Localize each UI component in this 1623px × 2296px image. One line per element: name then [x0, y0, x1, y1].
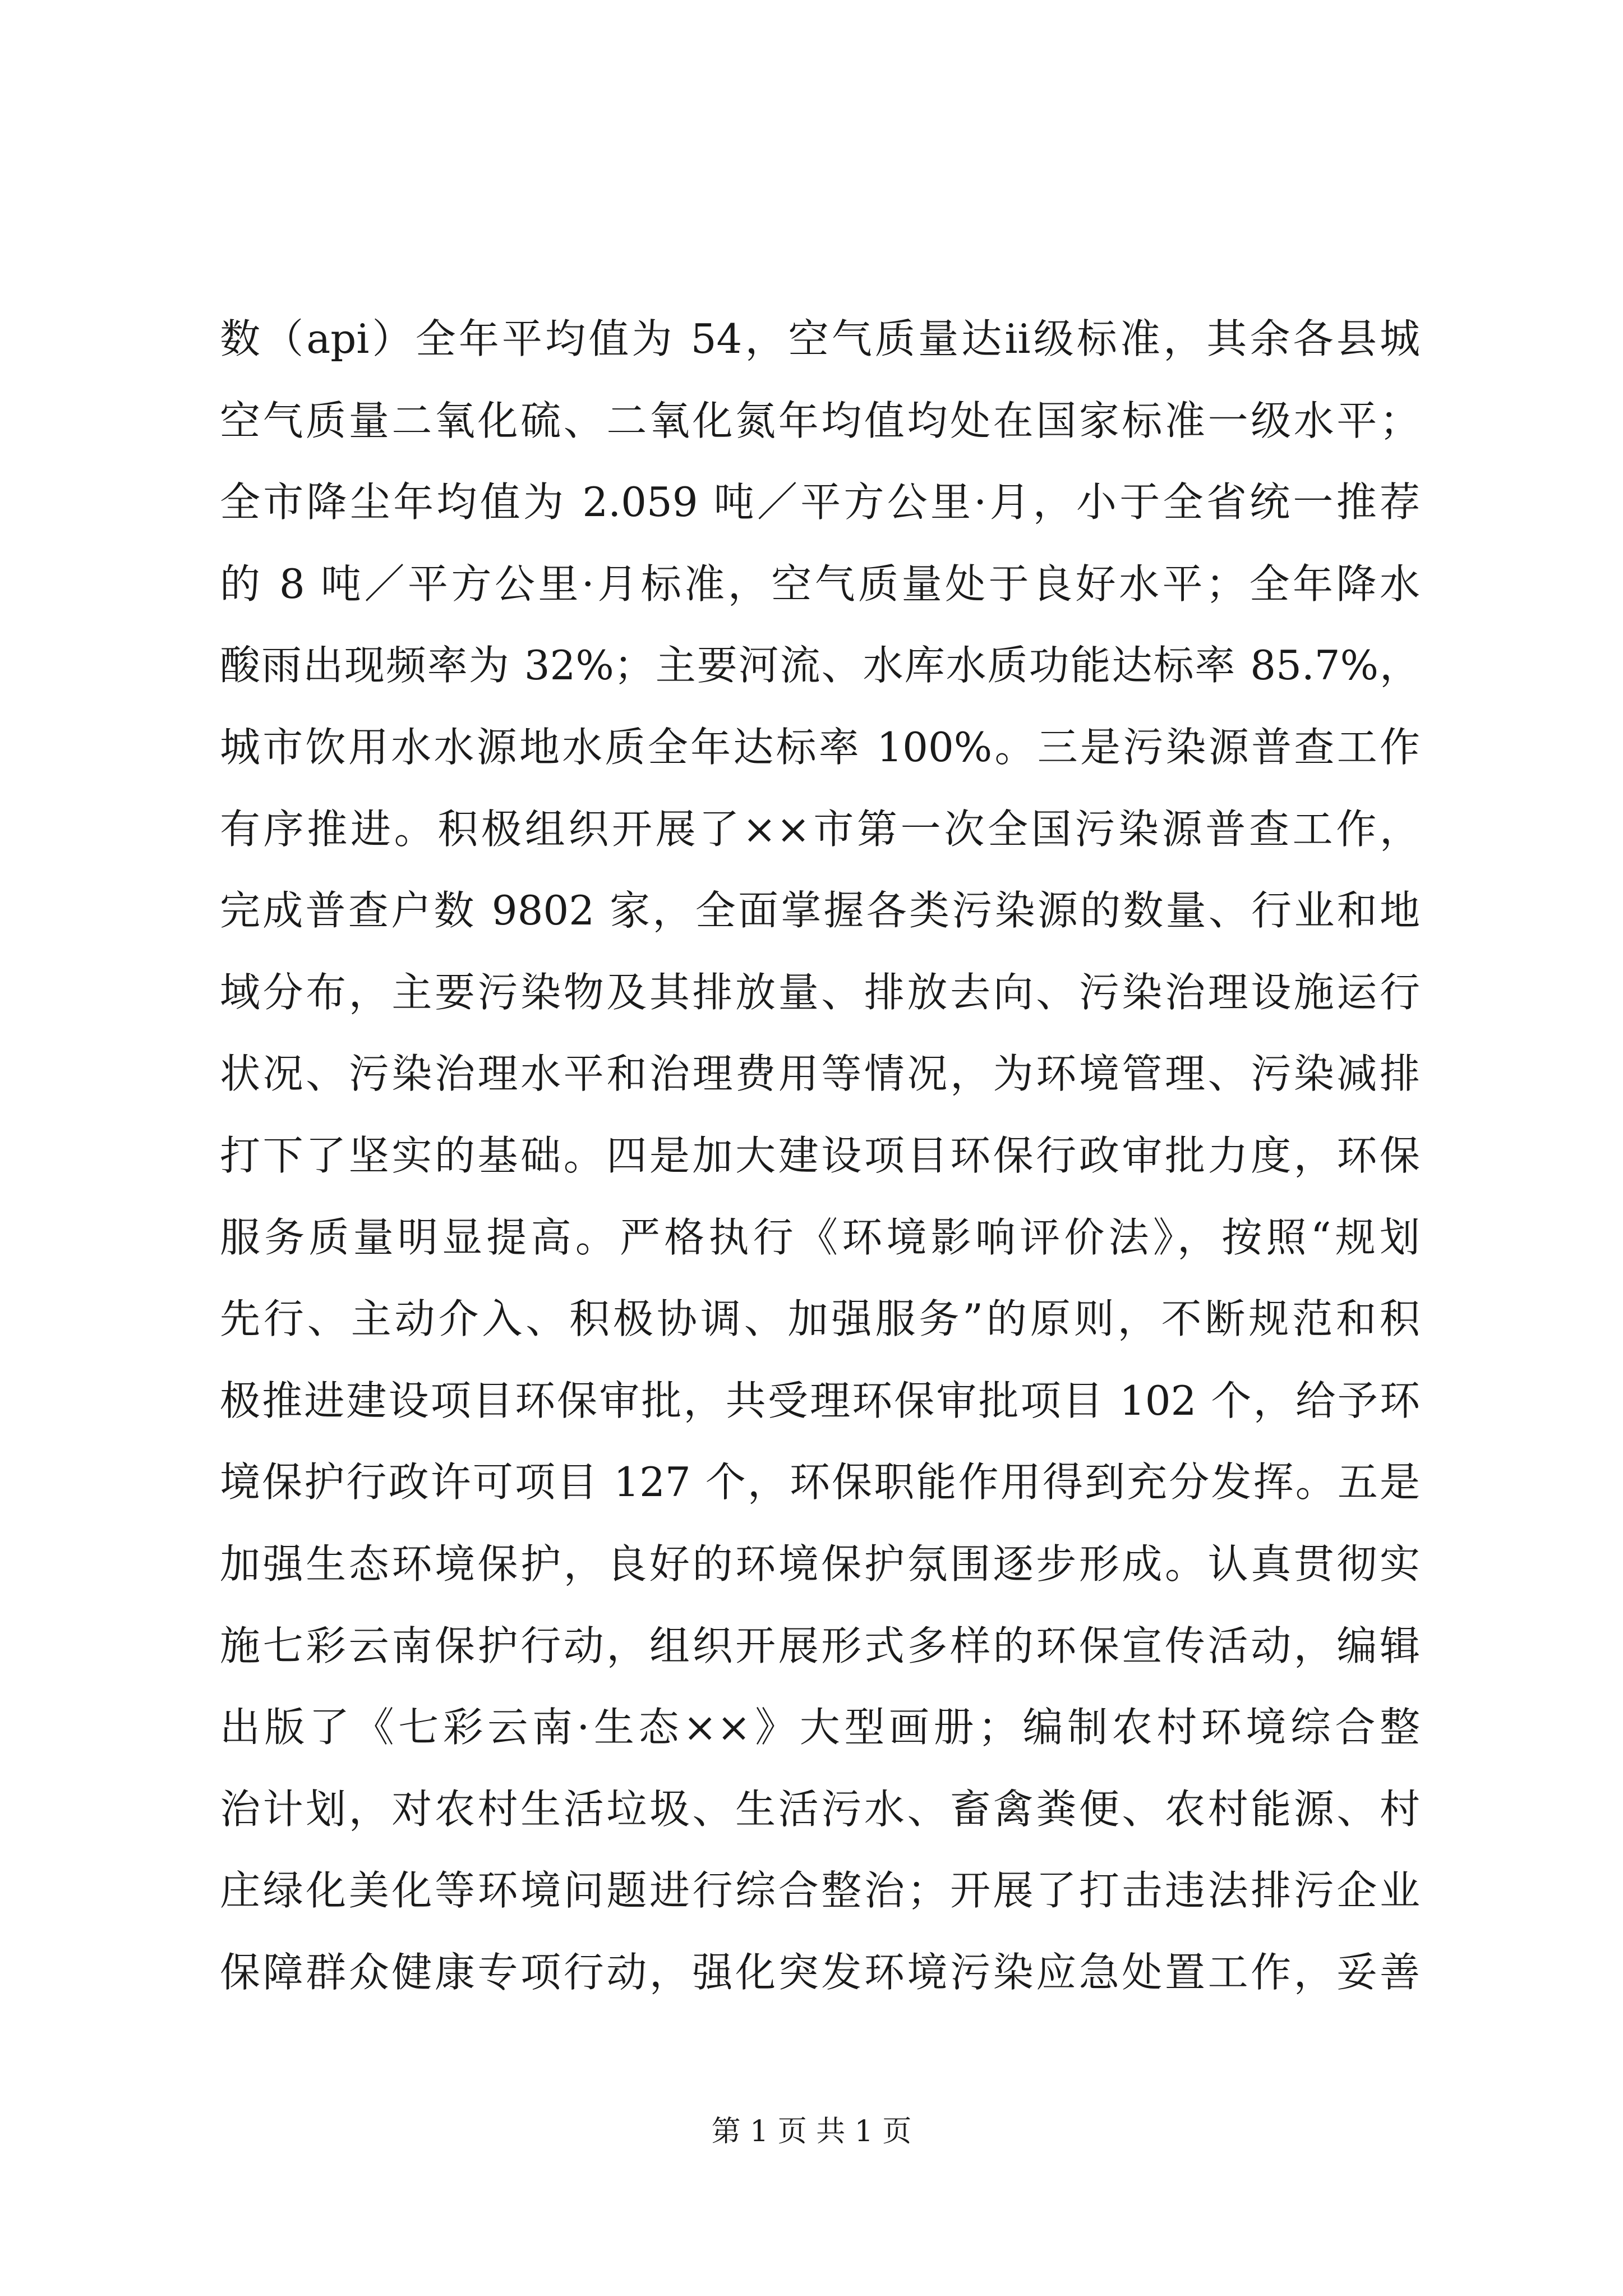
- text-line: 酸雨出现频率为 32%；主要河流、水库水质功能达标率 85.7%，: [220, 642, 1420, 689]
- text-line: 状况、污染治理水平和治理费用等情况，为环境管理、污染减排: [220, 1050, 1420, 1098]
- text-line: 完成普查户数 9802 家，全面掌握各类污染源的数量、行业和地: [220, 887, 1420, 935]
- text-line: 域分布，主要污染物及其排放量、排放去向、污染治理设施运行: [220, 968, 1420, 1016]
- text-line: 施七彩云南保护行动，组织开展形式多样的环保宣传活动，编辑: [220, 1622, 1420, 1669]
- text-line: 治计划，对农村生活垃圾、生活污水、畜禽粪便、农村能源、村: [220, 1785, 1420, 1833]
- text-line: 数（api）全年平均值为 54，空气质量达ii级标准，其余各县城: [220, 315, 1420, 362]
- text-line: 庄绿化美化等环境问题进行综合整治；开展了打击违法排污企业: [220, 1867, 1420, 1915]
- body-paragraph: [220, 298, 1420, 2013]
- text-line: 保障群众健康专项行动，强化突发环境污染应急处置工作，妥善: [220, 1948, 1420, 1996]
- page-footer: [0, 2109, 1623, 2154]
- text-line: 全市降尘年均值为 2.059 吨／平方公里·月，小于全省统一推荐: [220, 478, 1420, 526]
- text-line: 加强生态环境保护，良好的环境保护氛围逐步形成。认真贯彻实: [220, 1540, 1420, 1588]
- text-line: 先行、主动介入、积极协调、加强服务”的原则，不断规范和积: [220, 1295, 1420, 1343]
- page-number-label: 第 1 页 共 1 页: [711, 2115, 912, 2148]
- text-line: 有序推进。积极组织开展了××市第一次全国污染源普查工作，: [220, 805, 1420, 853]
- text-line: 境保护行政许可项目 127 个，环保职能作用得到充分发挥。五是: [220, 1458, 1420, 1506]
- text-line: 服务质量明显提高。严格执行《环境影响评价法》，按照“规划: [220, 1213, 1420, 1261]
- text-line: 打下了坚实的基础。四是加大建设项目环保行政审批力度，环保: [220, 1131, 1420, 1179]
- text-line: 出版了《七彩云南·生态××》大型画册；编制农村环境综合整: [220, 1704, 1420, 1751]
- text-line: 空气质量二氧化硫、二氧化氮年均值均处在国家标准一级水平；: [220, 397, 1420, 444]
- text-line: 城市饮用水水源地水质全年达标率 100%。三是污染源普查工作: [220, 723, 1420, 771]
- text-line: 的 8 吨／平方公里·月标准，空气质量处于良好水平；全年降水: [220, 560, 1420, 608]
- text-line: 极推进建设项目环保审批，共受理环保审批项目 102 个，给予环: [220, 1377, 1420, 1424]
